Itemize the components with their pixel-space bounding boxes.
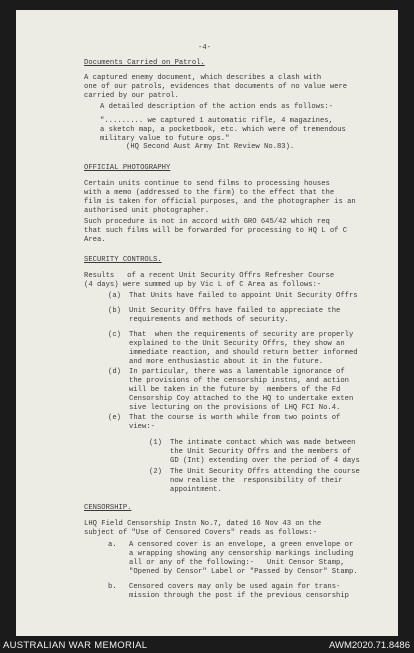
paragraph-line: carried by our patrol. [84, 92, 179, 100]
paragraph-line: (4 days) were summed up by Vic L of C Area as follows:- [84, 281, 322, 289]
footer-institution: AUSTRALIAN WAR MEMORIAL [3, 640, 148, 651]
list-item-line: That Units have failed to appoint Unit Security Offrs [129, 292, 358, 300]
paragraph-line: Certain units continue to send films to processing houses [84, 180, 330, 188]
sublist-item-line: appointment. [170, 486, 222, 494]
sublist-item-line: GD (Int) extending over the period of 4 days [170, 457, 360, 465]
list-item-label: (b) [108, 307, 121, 315]
paragraph-line: Results of a recent Unit Security Offrs Refresher Course [84, 272, 335, 280]
paragraph-line: A detailed description of the action ends as follows:- [100, 103, 333, 111]
list-item-line: Censored covers may only be used again for trans- [129, 583, 341, 591]
list-item-line: Censorship Coy attached to the HQ to undertake exten [129, 395, 354, 403]
document-page [16, 10, 398, 636]
archive-footer [0, 639, 414, 653]
paragraph-line: authorised unit photographer. [84, 207, 210, 215]
section-heading: Documents Carried on Patrol. [84, 59, 205, 67]
paragraph-line: that such films will be forwarded for processing to HQ L of C [84, 227, 348, 235]
list-item-line: a wrapping showing any censorship markings including [129, 550, 354, 558]
list-item-label: (c) [108, 331, 121, 339]
list-item-line: mission through the post if the previous censorship [129, 592, 349, 600]
paragraph-line: with a memo (addressed to the firm) to the effect that the [84, 189, 335, 197]
list-item-line: In particular, there was a lamentable ignorance of [129, 368, 345, 376]
quote-line: a sketch map, a pocketbook, etc. which were of tremendous [100, 126, 346, 134]
quote-line: military value to future ops." [100, 135, 230, 143]
list-item-line: explained to the Unit Security Offrs, they show an [129, 340, 345, 348]
list-item-line: sive lecturing on the provisions of LHQ FCI No.4. [129, 404, 341, 412]
sublist-item-label: (1) [149, 439, 162, 447]
sublist-item-line: the Unit Security Offrs and the members of [170, 448, 352, 456]
paragraph-line: Such procedure is not in accord with GRO 645/42 which req [84, 218, 330, 226]
list-item-label: (a) [108, 292, 121, 300]
sublist-item-line: The intimate contact which was made between [170, 439, 356, 447]
list-item-line: That the course is worth while from two points of [129, 414, 341, 422]
list-item-line: A censored cover is an envelope, a green envelope or [129, 541, 354, 549]
section-heading: OFFICIAL PHOTOGRAPHY [84, 164, 171, 172]
list-item-line: the provisions of the censorship instns, and action [129, 377, 349, 385]
paragraph-line: subject of "Use of Censored Covers" reads as follows:- [84, 529, 317, 537]
list-item-line: all or any of the following:- Unit Censor Stamp, [129, 559, 345, 567]
list-item-line: and more enthusiastic about it in the future. [129, 358, 324, 366]
quote-line: "......... we captured 1 automatic rifle, 4 magazines, [100, 117, 333, 125]
paragraph-line: Area. [84, 236, 106, 244]
footer-accession-number: AWM2020.71.8486 [329, 640, 410, 651]
paragraph-line: film is taken for official purposes, and the photographer is an [84, 198, 356, 206]
list-item-line: requirements and methods of security. [129, 316, 289, 324]
list-item-line: view:- [129, 423, 155, 431]
list-item-line: will be taken in the future by members of the Fd [129, 386, 341, 394]
list-item-line: "Opened by Censor" Label or "Passed by Censor" Stamp. [129, 568, 358, 576]
sublist-item-line: The Unit Security Offrs attending the course [170, 468, 360, 476]
paragraph-line: LHQ Field Censorship Instn No.7, dated 16 Nov 43 on the [84, 520, 322, 528]
page-number: -4- [198, 44, 211, 52]
sublist-item-label: (2) [149, 468, 162, 476]
section-heading: CENSORSHIP. [84, 504, 132, 512]
citation: (HQ Second Aust Army Int Review No.83). [126, 143, 295, 151]
list-item-line: That when the requirements of security are properly [129, 331, 354, 339]
list-item-label: b. [108, 583, 117, 591]
list-item-label: a. [108, 541, 117, 549]
list-item-label: (e) [108, 414, 121, 422]
list-item-label: (d) [108, 368, 121, 376]
sublist-item-line: now realise the responsibility of their [170, 477, 343, 485]
paragraph-line: one of our patrols, evidences that documents of no value were [84, 83, 348, 91]
list-item-line: Unit Security Offrs have failed to appreciate the [129, 307, 341, 315]
paragraph-line: A captured enemy document, which describes a clash with [84, 74, 322, 82]
section-heading: SECURITY CONTROLS. [84, 256, 162, 264]
list-item-line: immediate reaction, and should return better informed [129, 349, 358, 357]
